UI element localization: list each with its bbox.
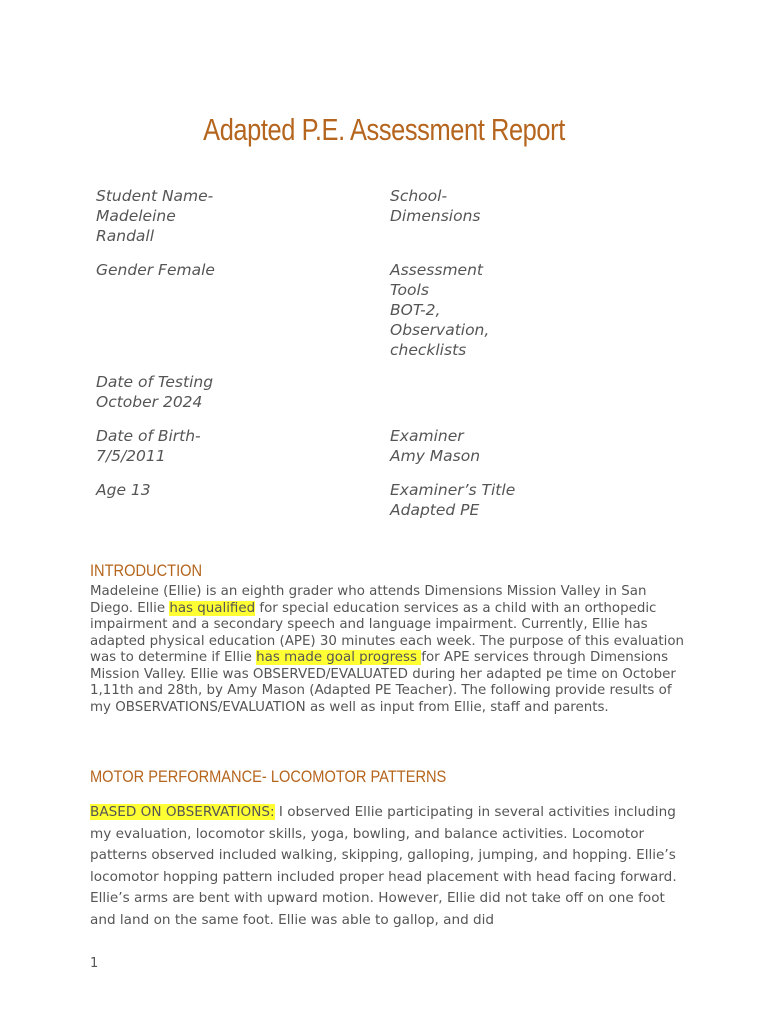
date-of-testing-field: Date of Testing October 2024: [96, 373, 214, 411]
motor-performance-heading: MOTOR PERFORMANCE- LOCOMOTOR PATTERNS: [90, 767, 447, 786]
motor-text: I observed Ellie participating in several activities including my evaluation, locomotor skills, yoga, bowling, and balance activities. Locomotor patterns observed included walking, skipping, galloping, jumping, and hopping. Ellie’s locomotor hopping pattern included proper head placement with head facing forward. Ellie’s arms are bent with upward motion. However, Ellie did not take off on one foot and land on the same foot. Ellie was able to gallop, and did: [90, 804, 677, 928]
intro-text-2: for special education services as a child with an orthopedic impairment and a secondary speech and language impairment. Currently, Ellie has adapted physical education (APE) 30 minutes each week. The purpose of this evaluation was to determine if Ellie: [90, 600, 685, 665]
page-title: Adapted P.E. Assessment Report: [203, 112, 565, 147]
motor-highlight: BASED ON OBSERVATIONS:: [90, 804, 275, 820]
intro-text-3: for APE services through Dimensions Mission Valley. Ellie was OBSERVED/EVALUATED during her adapted pe time on October 1,11th and 28th, by Amy Mason (Adapted PE Teacher). The following provide results of my OBSERVATIONS/EVALUATION as well as input from Ellie, staff and parents.: [90, 650, 676, 715]
age-field: Age 13: [96, 481, 151, 499]
intro-text-1: Madeleine (Ellie) is an eighth grader who attends Dimensions Mission Valley in San Diego. Ellie: [90, 584, 647, 616]
student-name-field: Student Name- Madeleine Randall: [96, 187, 214, 245]
introduction-paragraph: [90, 584, 690, 716]
examiner-title-field: Examiner’s Title Adapted PE: [390, 481, 516, 519]
introduction-heading: INTRODUCTION: [90, 561, 203, 580]
school-field: School- Dimensions: [390, 187, 481, 225]
intro-highlight-2: has made goal progress: [256, 650, 422, 665]
motor-performance-paragraph: [90, 802, 690, 932]
page-number: 1: [90, 956, 99, 971]
date-of-birth-field: Date of Birth- 7/5/2011: [96, 427, 201, 465]
intro-highlight-1: has qualified: [169, 600, 256, 616]
gender-field: Gender Female: [96, 261, 215, 279]
assessment-tools-field: Assessment Tools BOT-2, Observation, checklists: [390, 261, 490, 359]
examiner-field: Examiner Amy Mason: [390, 427, 481, 465]
